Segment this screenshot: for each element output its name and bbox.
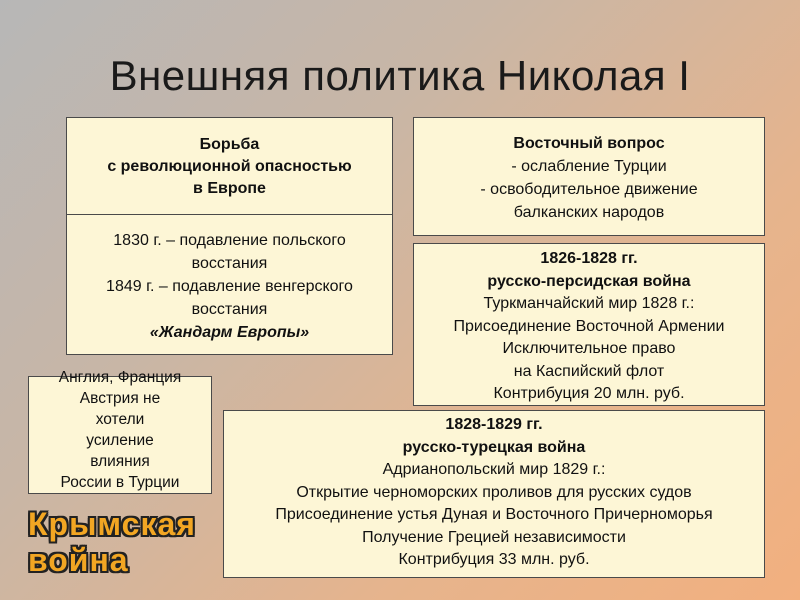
- persian-line: Присоединение Восточной Армении: [453, 317, 725, 335]
- turkish-line: Контрибуция 33 млн. руб.: [398, 551, 590, 568]
- turkish-years: 1828-1829 гг.: [445, 416, 543, 433]
- turkish-line: Адрианопольский мир 1829 г.:: [382, 461, 606, 478]
- struggle-line: 1830 г. – подавление польского: [113, 232, 346, 249]
- struggle-heading-line: с революционной опасностью: [107, 158, 352, 175]
- turkish-war-title: русско-турецкая война: [402, 438, 586, 456]
- gendarme-of-europe: «Жандарм Европы»: [149, 324, 310, 341]
- powers-line: усиление: [86, 432, 154, 449]
- struggle-revolution-box: [66, 117, 393, 355]
- struggle-line: восстания: [191, 255, 268, 272]
- persian-line: Контрибуция 20 млн. руб.: [493, 385, 685, 402]
- slide-title: Внешняя политика Николая I: [109, 52, 691, 99]
- persian-years: 1826-1828 гг.: [540, 250, 638, 267]
- persian-line: Исключительное право: [502, 340, 676, 357]
- russo-turkish-war-box: [223, 410, 765, 578]
- eastern-line: балканских народов: [513, 204, 665, 221]
- eastern-heading: Восточный вопрос: [513, 135, 665, 152]
- crimean-word: Крымская: [28, 506, 196, 542]
- struggle-body: [67, 215, 392, 344]
- russo-persian-war-box: [413, 243, 765, 406]
- powers-line: Англия, Франция: [58, 369, 182, 386]
- turkish-line: Присоединение устья Дуная и Восточного Причерноморья: [275, 506, 713, 523]
- struggle-heading-line: Борьба: [199, 136, 260, 153]
- eastern-line: - ослабление Турции: [511, 158, 667, 175]
- powers-line: России в Турции: [60, 474, 180, 491]
- turkish-line: Получение Грецией независимости: [362, 528, 626, 546]
- struggle-line: 1849 г. – подавление венгерского: [106, 278, 353, 295]
- great-powers-box: [28, 369, 212, 494]
- persian-line: на Каспийский флот: [513, 362, 665, 380]
- turkish-line: Открытие черноморских проливов для русских судов: [296, 483, 692, 501]
- crimean-war-label: [28, 506, 196, 578]
- persian-war-title: русско-персидская война: [487, 272, 691, 290]
- powers-line: хотели: [95, 411, 145, 428]
- war-word: война: [28, 542, 129, 578]
- powers-line: влияния: [90, 453, 150, 470]
- eastern-line: - освободительное движение: [480, 181, 698, 198]
- struggle-heading: [67, 118, 392, 215]
- persian-line: Туркманчайский мир 1828 г.:: [483, 295, 695, 312]
- eastern-question-box: [413, 117, 765, 236]
- struggle-line: восстания: [191, 301, 268, 318]
- struggle-heading-line: в Европе: [193, 180, 266, 197]
- powers-line: Австрия не: [79, 390, 161, 407]
